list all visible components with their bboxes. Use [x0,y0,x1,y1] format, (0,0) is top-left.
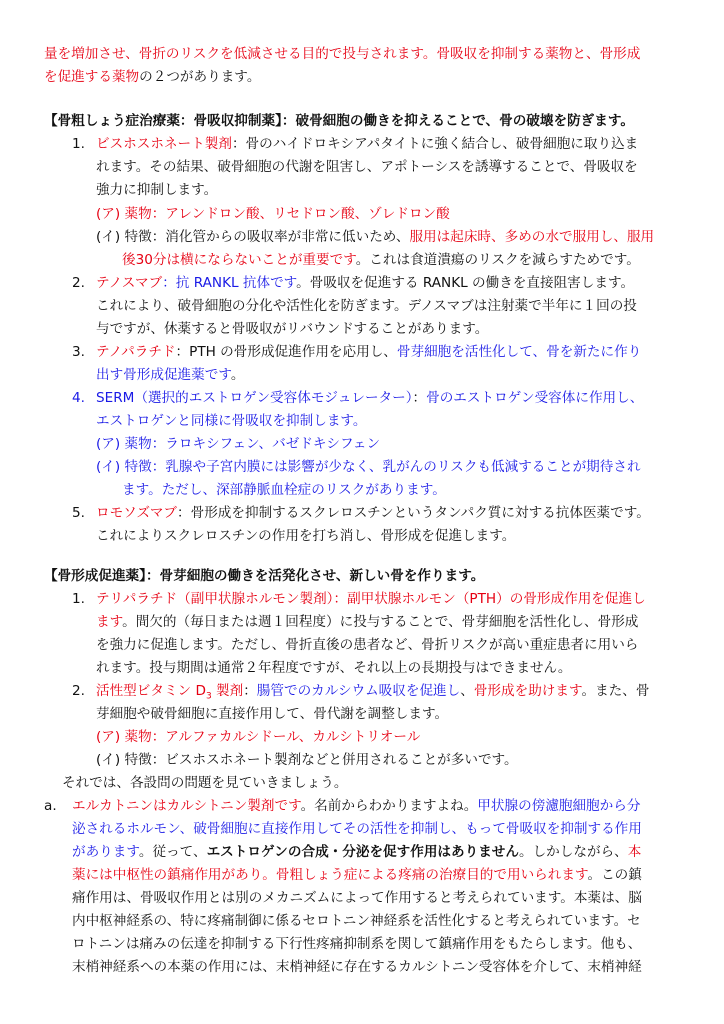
sec1-item-4-feature: (イ) 特徴：乳腺や子宮内膜には影響が少なく、乳がんのリスクも低減することが期待され [96,459,641,475]
sec2-item-1-line-2: ます。間欠的（毎日または週１回程度）に投与することで、骨芽細胞を活性化し、骨形成 [96,614,639,630]
sec1-item-3-number: 3. [72,344,85,360]
sec1-item-4-line-1: SERM（選択的エストロゲン受容体モジュレーター）：骨のエストロゲン受容体に作用し、 [96,390,644,406]
sec1-item-1-line-2: れます。その結果、破骨細胞の代謝を阻害し、アポトーシスを誘導することで、骨吸収を [96,159,638,175]
sec1-item-4-drugs: (ア) 薬物：ラロキシフェン、バゼドキシフェン [96,436,381,452]
sec2-item-2-line-2: 芽細胞や破骨細胞に直接作用して、骨代謝を調整します。 [96,706,449,722]
sec1-item-2-line-1: テノスマブ：抗 RANKL 抗体です。骨吸収を促進する RANKL の働きを直接阻害します。 [96,275,635,291]
section-1-heading: 【骨粗しょう症治療薬：骨吸収抑制薬】：破骨細胞の働きを抑えることで、骨の破壊を防ぎます。 [44,113,634,129]
answer-a-label: a. [44,798,57,814]
answer-a-line-2: 泌されるホルモン、破骨細胞に直接作用してその活性を抑制し、もって骨吸収を抑制する作用 [72,821,642,837]
sec1-item-1-feature: (イ) 特徴：消化管からの吸収率が非常に低いため、服用は起床時、多めの水で服用し、服用 [96,229,655,245]
sec1-item-5-line-2: これによりスクレロスチンの作用を打ち消し、骨形成を促進します。 [96,528,516,544]
sec1-item-1-line-3: 強力に抑制します。 [96,182,218,198]
sec1-item-3-line-1: テノパラチド：PTH の骨形成促進作用を応用し、骨芽細胞を活性化して、骨を新たに作り [96,344,642,360]
sec1-item-2-line-2: これにより、破骨細胞の分化や活性化を防ぎます。デノスマブは注射薬で半年に１回の投 [96,298,637,314]
sec1-item-1-number: 1. [72,136,85,152]
sec2-item-2-drugs: (ア) 薬物：アルファカルシドール、カルシトリオール [96,729,421,745]
answer-a-line-4: 薬には中枢性の鎮痛作用があり。骨粗しょう症による疼痛の治療目的で用いられます。この鎮 [72,867,642,883]
sec1-item-1-feature-cont: 後30分は横にならないことが重要です。これは食道潰瘍のリスクを減らすためです。 [122,252,640,268]
sec1-item-4-feature-cont: ます。ただし、深部静脈血栓症のリスクがあります。 [122,482,446,498]
sec1-item-2-line-3: 与ですが、休薬すると骨吸収がリバウンドすることがあります。 [96,321,489,337]
sec2-item-1-line-3: を強力に促進します。ただし、骨折直後の患者など、骨折リスクが高い重症患者に用いら [96,637,639,653]
section-2-heading: 【骨形成促進薬】：骨芽細胞の働きを活発化させ、新しい骨を作ります。 [44,568,485,584]
sec2-item-1-line-4: れます。投与期間は通常２年程度ですが、それ以上の長期投与はできません。 [96,660,572,676]
sec1-item-1-drugs: (ア) 薬物：アレンドロン酸、リセドロン酸、ゾレドロン酸 [96,206,450,222]
answer-a-line-6: 内中枢神経系の、特に疼痛制御に係るセロトニン神経系を活性化すると考えられています。セ [72,913,641,929]
sec2-item-2-line-1: 活性型ビタミン $D_3$ 製剤：腸管でのカルシウム吸収を促進し、骨形成を助けます。また、骨 [96,683,650,702]
sec2-item-2-number: 2. [72,683,85,699]
sec1-item-3-line-2: 出す骨形成促進薬です。 [96,367,245,383]
sec1-item-1-line-1: ビスホスホネート製剤：骨のハイドロキシアパタイトに強く結合し、破骨細胞に取り込ま [96,136,639,152]
sec2-item-1-line-1: テリパラチド（副甲状腺ホルモン製剤）：副甲状腺ホルモン（PTH）の骨形成作用を促進し [96,591,646,607]
closing-lead: それでは、各設問の問題を見ていきましょう。 [62,775,348,791]
sec1-item-4-line-2: エストロゲンと同様に骨吸収を抑制します。 [96,413,367,429]
answer-a-line-7: ロトニンは痛みの伝達を抑制する下行性疼痛抑制系を関して鎮痛作用をもたらします。他も、 [72,936,642,952]
sec2-item-1-number: 1. [72,591,85,607]
intro-line-2: を促進する薬物の２つがあります。 [44,69,261,85]
answer-a-line-3: があります。従って、エストロゲンの合成・分泌を促す作用はありません。しかしながら、本 [72,844,642,860]
answer-a-line-1: エルカトニンはカルシトニン製剤です。名前からわかりますよね。甲状腺の傍濾胞細胞から分 [72,798,641,814]
sec1-item-5-number: 5. [72,505,85,521]
sec1-item-2-number: 2. [72,275,85,291]
sec1-item-5-line-1: ロモソズマブ：骨形成を抑制するスクレロスチンというタンパク質に対する抗体医薬です。 [96,505,650,521]
sec1-item-4-number: 4. [72,390,85,406]
sec2-item-2-feature: (イ) 特徴：ビスホスホネート製剤などと併用されることが多いです。 [96,752,518,768]
answer-a-line-5: 痛作用は、骨吸収作用とは別のメカニズムによって作用すると考えられています。本薬は、脳 [72,890,642,906]
answer-a-line-8: 末梢神経系への本薬の作用には、末梢神経に存在するカルシトニン受容体を介して、末梢神経 [72,959,642,975]
intro-line-1: 量を増加させ、骨折のリスクを低減させる目的で投与されます。骨吸収を抑制する薬物と、骨形成 [44,46,641,62]
